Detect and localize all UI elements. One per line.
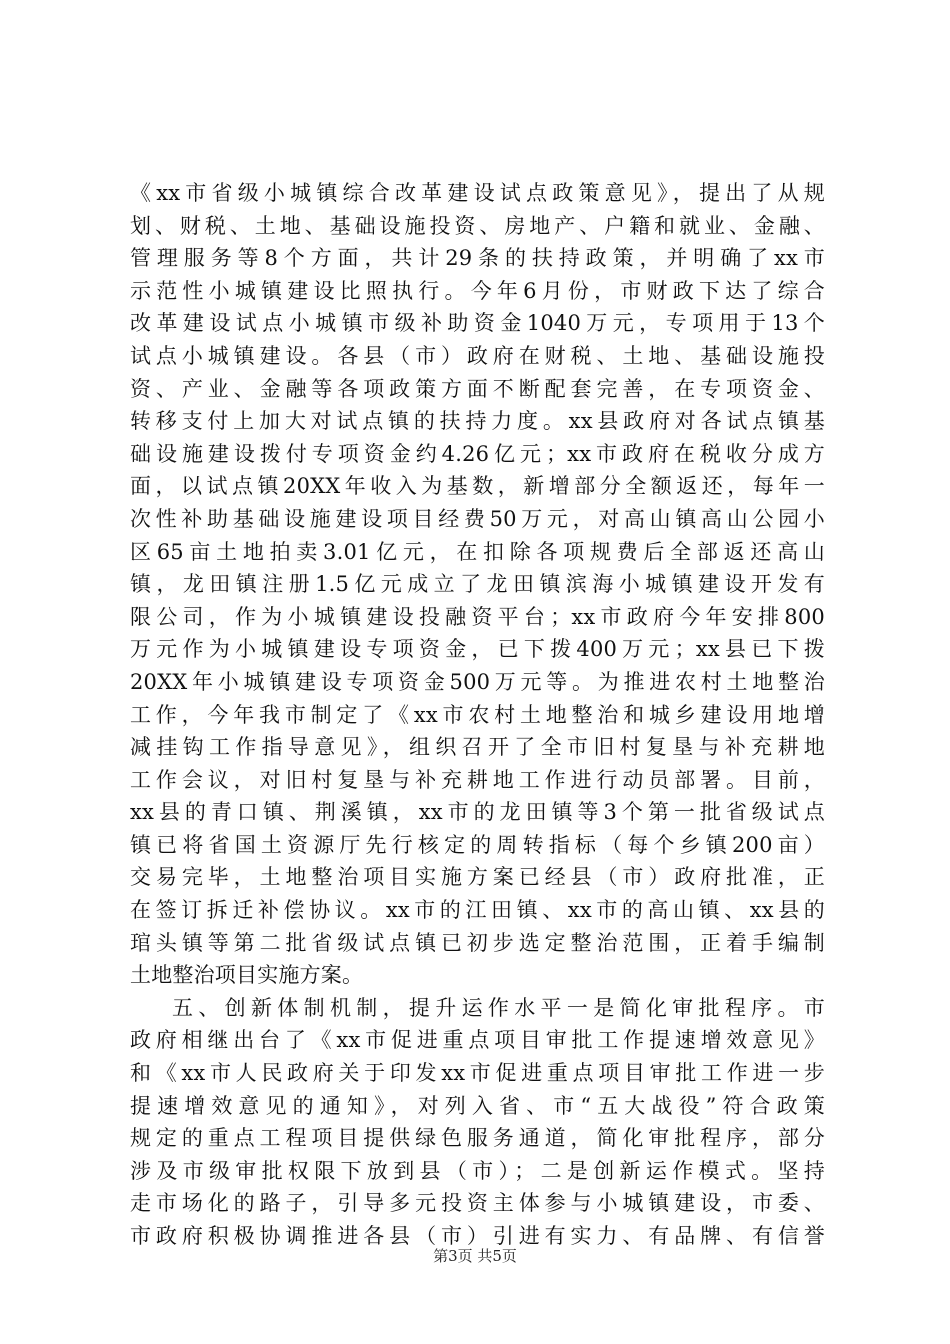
text-line: 管理服务等8个方面，共计29条的扶持政策，并明确了xx市 (130, 246, 825, 271)
text-line: 镇已将省国土资源厅先行核定的周转指标（每个乡镇200亩） (130, 832, 825, 857)
text-line: 转移支付上加大对试点镇的扶持力度。xx县政府对各试点镇基 (130, 409, 825, 434)
text-line: 政府相继出台了《xx市促进重点项目审批工作提速增效意见》 (130, 1028, 825, 1053)
body-text (130, 177, 825, 1253)
text-line: 万元作为小城镇建设专项资金，已下拨400万元；xx县已下拨 (130, 637, 825, 662)
text-line: 镇，龙田镇注册1.5亿元成立了龙田镇滨海小城镇建设开发有 (130, 572, 825, 597)
text-line: 《xx市省级小城镇综合改革建设试点政策意见》，提出了从规 (130, 181, 825, 205)
text-line: 试点小城镇建设。各县（市）政府在财税、土地、基础设施投 (130, 343, 825, 368)
text-line: 面，以试点镇20XX年收入为基数，新增部分全额返还，每年一 (130, 474, 825, 499)
text-line: 区65亩土地拍卖3.01亿元，在扣除各项规费后全部返还高山 (130, 539, 825, 564)
text-line: 次性补助基础设施建设项目经费50万元，对高山镇高山公园小 (130, 506, 825, 531)
text-line: 础设施建设拨付专项资金约4.26亿元；xx市政府在税收分成方 (130, 441, 825, 466)
text-line: 规定的重点工程项目提供绿色服务通道，简化审批程序，部分 (130, 1126, 825, 1151)
text-line: 琯头镇等第二批省级试点镇已初步选定整治范围，正着手编制 (130, 930, 825, 955)
text-line: 市政府积极协调推进各县（市）引进有实力、有品牌、有信誉 (130, 1224, 825, 1248)
text-line: 限公司，作为小城镇建设投融资平台；xx市政府今年安排800 (130, 604, 825, 629)
text-line: 改革建设试点小城镇市级补助资金1040万元，专项用于13个 (130, 311, 825, 336)
text-line: 工作会议，对旧村复垦与补充耕地工作进行动员部署。目前， (130, 767, 825, 792)
text-line: 在签订拆迁补偿协议。xx市的江田镇、xx市的高山镇、xx县的 (130, 898, 825, 923)
page-number-footer: 第3页 共5页 (433, 1247, 517, 1265)
text-line: xx县的青口镇、荆溪镇，xx市的龙田镇等3个第一批省级试点 (130, 800, 825, 825)
text-line: 交易完毕，土地整治项目实施方案已经县（市）政府批准，正 (130, 865, 825, 890)
text-line: 走市场化的路子，引导多元投资主体参与小城镇建设，市委、 (130, 1191, 825, 1216)
paragraph-end-line: 土地整治项目实施方案。 (130, 963, 364, 988)
text-line: 工作，今年我市制定了《xx市农村土地整治和城乡建设用地增 (130, 702, 825, 727)
section-five-heading-line: 五、创新体制机制，提升运作水平一是简化审批程序。市 (172, 995, 825, 1020)
text-line: 和《xx市人民政府关于印发xx市促进重点项目审批工作进一步 (130, 1061, 825, 1086)
text-line: 涉及市级审批权限下放到县（市）；二是创新运作模式。坚持 (130, 1158, 825, 1183)
text-line: 减挂钩工作指导意见》，组织召开了全市旧村复垦与补充耕地 (130, 735, 825, 760)
text-line: 20XX年小城镇建设专项资金500万元等。为推进农村土地整治 (130, 669, 825, 694)
text-line: 资、产业、金融等各项政策方面不断配套完善，在专项资金、 (130, 376, 825, 401)
text-line: 提速增效意见的通知》，对列入省、市“五大战役”符合政策 (130, 1093, 825, 1118)
text-line: 示范性小城镇建设比照执行。今年6月份，市财政下达了综合 (130, 278, 825, 303)
text-line: 划、财税、土地、基础设施投资、房地产、户籍和就业、金融、 (130, 213, 825, 238)
